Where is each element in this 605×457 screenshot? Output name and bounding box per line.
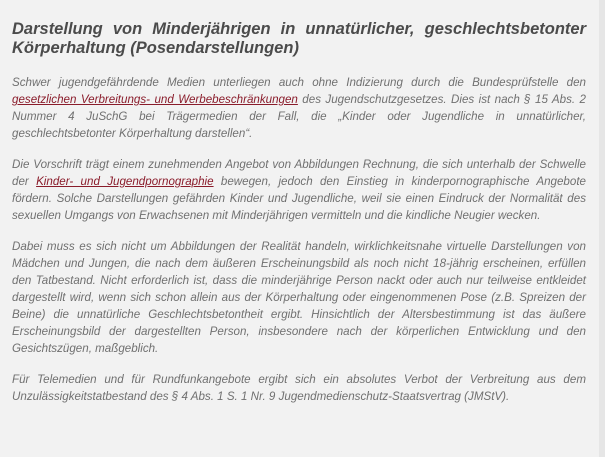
article-content [12, 20, 586, 419]
paragraph-text: bewegen, jedoch den Einstieg in kinderpornographische Angebote fördern. Solche Darstellungen gefährden Kinder und Jugendliche, weil sie einen Eindruck der Normalität des sexuellen Umgangs von Erwachsenen mit Minderjährigen vermitteln und die kindliche Neugier wecken. [12, 175, 586, 222]
paragraph-regulation-purpose [12, 156, 586, 224]
link-legal-restrictions[interactable]: gesetzlichen Verbreitungs- und Werbebeschränkungen [12, 93, 298, 106]
paragraph-telemedia-ban: Für Telemedien und für Rundfunkangebote ergibt sich ein absolutes Verbot der Verbreitung aus dem Unzulässigkeitstatbestand des § 4 Abs. 1 S. 1 Nr. 9 Jugendmedienschutz-Staatsvertrag (JMStV). [12, 373, 586, 403]
paragraph-virtual-depictions: Dabei muss es sich nicht um Abbildungen der Realität handeln, wirklichkeitsnahe virtuelle Darstellungen von Mädchen und Jungen, die nach dem äußeren Erscheinungsbild als noch nicht 18-jährig erscheinen, erfüllen den Tatbestand. Nicht erforderlich ist, dass die minderjährige Person nackt oder auch nur teilweise entkleidet dargestellt wird, wenn sich schon allein aus der Körperhaltung oder eingenommenen Pose (z.B. Spreizen der Beine) die unnatürliche Geschlechtsbetontheit ergibt. Hinsichtlich der Altersbestimmung ist das äußere Erscheinungsbild der dargestellten Person, insbesondere nach der körperlichen Entwicklung und den Gesichtszügen, maßgeblich. [12, 240, 586, 355]
paragraph-text: des Jugendschutzgesetzes. Dies ist nach § 15 Abs. 2 Nummer 4 JuSchG bei Trägermedien der Fall, die „Kinder oder Jugendliche in unnatürlicher, geschlechtsbetonter Körperhaltung darstellen“. [12, 93, 586, 140]
paragraph-text: Schwer jugendgefährdende Medien unterliegen auch ohne Indizierung durch die Bundesprüfstelle den [12, 76, 586, 89]
link-child-pornography[interactable]: Kinder- und Jugendpornographie [36, 175, 214, 188]
paragraph-legal-restrictions [12, 74, 586, 142]
scroll-edge [599, 0, 605, 457]
article-heading: Darstellung von Minderjährigen in unnatürlicher, geschlechtsbetonter Körperhaltung (Posendarstellungen) [12, 20, 586, 57]
paragraph-text: Die Vorschrift trägt einem zunehmenden Angebot von Abbildungen Rechnung, die sich unterhalb der Schwelle der [12, 158, 586, 188]
